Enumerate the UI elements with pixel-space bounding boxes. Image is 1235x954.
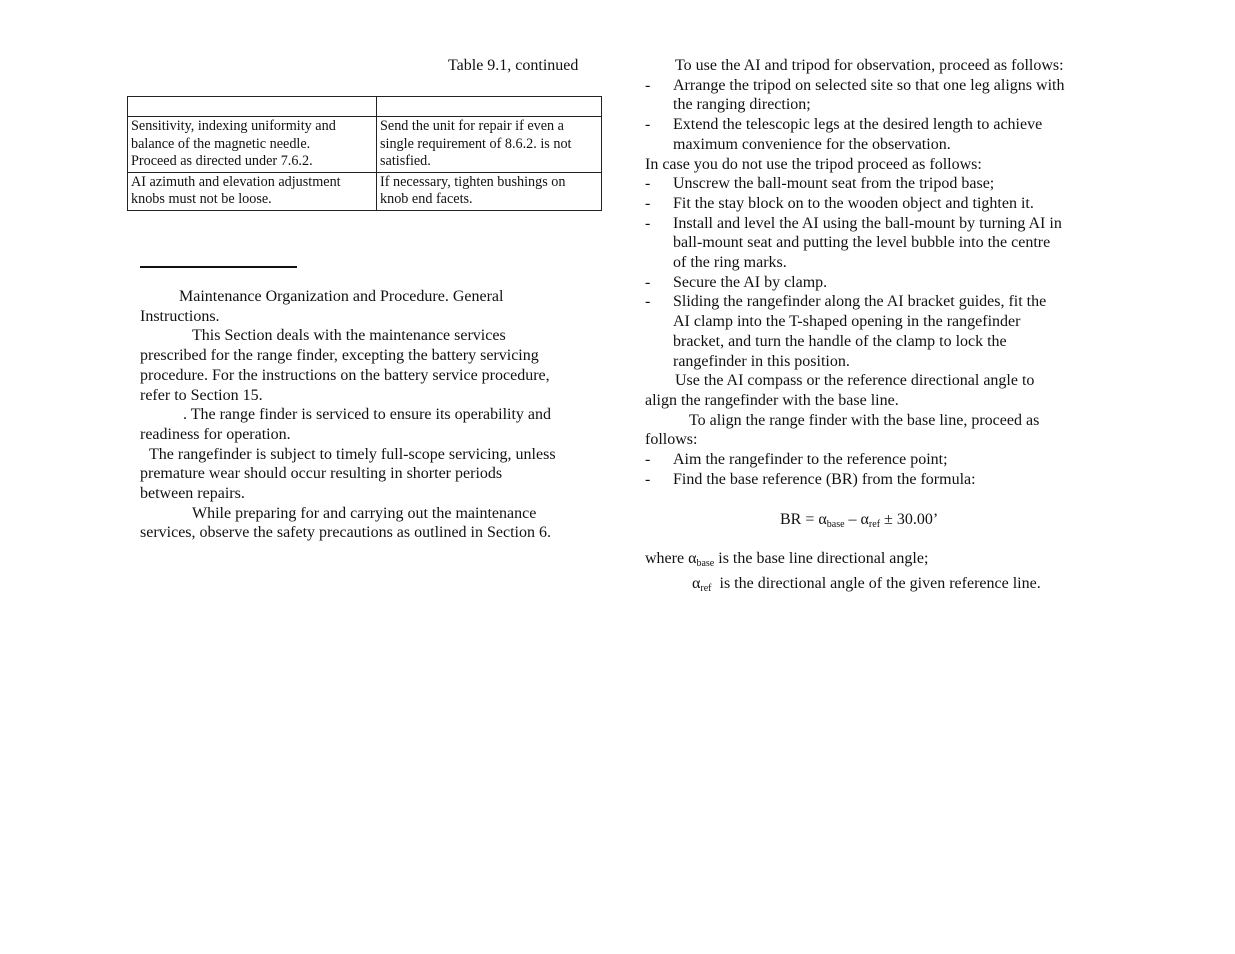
formula-subscript: base [826, 519, 845, 530]
table-caption: Table 9.1, continued [448, 57, 579, 74]
legend-text: is the directional angle of the given reference line. [711, 574, 1041, 592]
text-line: readiness for operation. [140, 425, 291, 443]
formula-part: ± 30.00’ [880, 511, 939, 528]
cell-line: Proceed as directed under 7.6.2. [131, 153, 313, 170]
paragraph [645, 371, 1064, 410]
text-line: . The range finder is serviced to ensure its operability and [183, 406, 552, 424]
text-line: between repairs. [140, 485, 245, 503]
dash-bullet: - [645, 175, 651, 193]
text-line: Fit the stay block on to the wooden object and tighten it. [673, 194, 1034, 212]
formula-part: – α [844, 511, 869, 528]
dash-bullet: - [645, 451, 651, 469]
cell-line: knobs must not be loose. [131, 191, 272, 208]
paragraph [645, 411, 1064, 450]
paragraph [140, 405, 556, 444]
list-item [645, 194, 1064, 214]
table-cell-check [128, 117, 377, 173]
formula-subscript: ref [868, 519, 881, 530]
cell-line: AI azimuth and elevation adjustment [131, 173, 341, 190]
text-line: refer to Section 15. [140, 386, 263, 404]
no-tripod-intro: In case you do not use the tripod proceed as follows: [645, 155, 982, 173]
text-line: the ranging direction; [673, 96, 811, 114]
text-line: services, observe the safety precautions as outlined in Section 6. [140, 524, 551, 542]
list-item [645, 450, 1064, 470]
text-line: Aim the rangefinder to the reference point; [673, 451, 948, 469]
paragraph [140, 326, 556, 405]
list-item [645, 76, 1064, 115]
text-line: Instructions. [140, 307, 220, 325]
text-line: Use the AI compass or the reference directional angle to [675, 372, 1035, 390]
paragraph [140, 504, 556, 543]
list-item [645, 470, 1064, 490]
dash-bullet: - [645, 470, 651, 488]
cell-line: If necessary, tighten bushings on [380, 173, 566, 190]
maintenance-section [140, 287, 556, 543]
cell-line: satisfied. [380, 153, 431, 170]
text-line: procedure. For the instructions on the battery service procedure, [140, 366, 550, 384]
dash-bullet: - [645, 293, 651, 311]
text-line: While preparing for and carrying out the maintenance [192, 504, 537, 522]
table-header-row [128, 97, 602, 117]
list-item [645, 214, 1064, 273]
list-item [645, 292, 1064, 371]
cell-line: knob end facets. [380, 191, 473, 208]
list-item [645, 174, 1064, 194]
text-line: The rangefinder is subject to timely full-scope servicing, unless [149, 445, 556, 463]
table-cell-action [377, 117, 602, 173]
cell-line: single requirement of 8.6.2. is not [380, 135, 572, 152]
list-item [645, 115, 1064, 154]
text-line: Arrange the tripod on selected site so that one leg aligns with [673, 76, 1065, 94]
text-line: Find the base reference (BR) from the formula: [673, 470, 976, 488]
table-cell-action [377, 172, 602, 210]
text-line: To align the range finder with the base line, proceed as [689, 411, 1040, 429]
list-item [645, 273, 1064, 293]
text-line: Unscrew the ball-mount seat from the tripod base; [673, 175, 995, 193]
legend-text: where α [645, 550, 697, 567]
table-header-cell-1 [128, 97, 377, 117]
dash-bullet: - [645, 116, 651, 134]
text-line: AI clamp into the T-shaped opening in the rangefinder [673, 313, 1021, 331]
base-reference-formula [780, 510, 938, 535]
table-header-cell-2 [377, 97, 602, 117]
legend-subscript: ref [700, 582, 712, 594]
legend-text: is the base line directional angle; [714, 550, 929, 567]
text-line: This Section deals with the maintenance services [192, 327, 506, 345]
formula-part: BR = α [780, 511, 827, 528]
table-cell-check [128, 172, 377, 210]
table-row [128, 117, 602, 173]
text-line: Secure the AI by clamp. [673, 273, 828, 291]
dash-bullet: - [645, 76, 651, 94]
section-divider [140, 266, 297, 268]
maintenance-table [127, 96, 602, 211]
text-line: follows: [645, 431, 698, 449]
text-line: Extend the telescopic legs at the desired length to achieve [673, 116, 1043, 134]
text-line: of the ring marks. [673, 254, 787, 272]
legend-subscript: base [696, 558, 715, 569]
text-line: Install and level the AI using the ball-mount by turning AI in [673, 214, 1062, 232]
formula-legend [645, 549, 1041, 598]
text-line: ball-mount seat and putting the level bubble into the centre [673, 234, 1051, 252]
dash-bullet: - [645, 194, 651, 212]
observation-instructions [645, 56, 1064, 489]
cell-line: Sensitivity, indexing uniformity and [131, 118, 336, 134]
cell-line: balance of the magnetic needle. [131, 135, 311, 152]
section-heading [140, 287, 556, 326]
cell-line: Send the unit for repair if even a [380, 118, 564, 134]
text-line: prescribed for the range finder, excepting the battery servicing [140, 347, 539, 365]
text-line: Sliding the rangefinder along the AI bracket guides, fit the [673, 293, 1047, 311]
legend-line-base [645, 549, 1041, 574]
legend-text: α [692, 574, 701, 592]
paragraph [140, 445, 556, 504]
legend-line-ref [645, 574, 1041, 599]
text-line: Maintenance Organization and Procedure. General [179, 288, 504, 305]
table-row [128, 172, 602, 210]
intro-text: To use the AI and tripod for observation, proceed as follows: [675, 57, 1064, 74]
text-line: maximum convenience for the observation. [673, 135, 951, 153]
text-line: rangefinder in this position. [673, 352, 850, 370]
dash-bullet: - [645, 273, 651, 291]
text-line: bracket, and turn the handle of the clamp to lock the [673, 332, 1007, 350]
dash-bullet: - [645, 214, 651, 232]
text-line: premature wear should occur resulting in shorter periods [140, 465, 503, 483]
text-line: align the rangefinder with the base line. [645, 391, 899, 409]
